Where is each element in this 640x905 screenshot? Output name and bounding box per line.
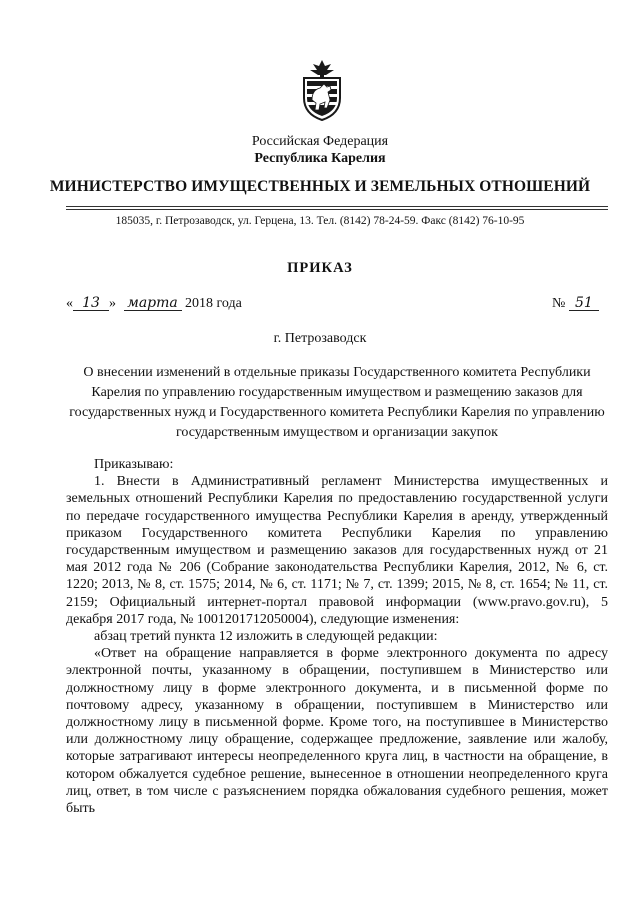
order-body [66, 456, 608, 817]
republic-name: Республика Карелия [254, 151, 386, 166]
header-divider-bottom [66, 209, 608, 210]
order-subject: О внесении изменений в отдельные приказы Государственного комитета Республики Карелия по управлению государственным имуществом и размещению заказов для государственных нужд и Государственного комитета Республики Карелия по управлению государственным имуществом и организации закупок [69, 365, 605, 440]
date-open-quote: « [66, 296, 73, 311]
karelia-coat-of-arms-icon [300, 58, 344, 122]
date-line [66, 296, 242, 312]
date-close-quote: » [109, 296, 116, 311]
ministry-name: МИНИСТЕРСТВО ИМУЩЕСТВЕННЫХ И ЗЕМЕЛЬНЫХ ОТНОШЕНИЙ [49, 178, 591, 195]
document-title: ПРИКАЗ [287, 260, 353, 276]
order-number-prefix: № [552, 296, 566, 311]
city: г. Петрозаводск [273, 331, 367, 346]
header-divider-top [66, 206, 608, 207]
ministry-address: 185035, г. Петрозаводск, ул. Герцена, 13. Тел. (8142) 78-24-59. Факс (8142) 76-10-95 [115, 215, 525, 227]
order-item-1-instruction: абзац третий пункта 12 изложить в следующей редакции: [94, 629, 438, 645]
date-month: марта [124, 296, 182, 311]
date-day: 13 [73, 296, 109, 311]
order-intro: Приказываю: [94, 457, 174, 472]
country-name: Российская Федерация [251, 134, 389, 149]
order-item-1-quote: «Ответ на обращение направляется в форме электронного документа по адресу электронной почты, указанному в обращении, поступившем в Министерство или должностному лицу в форме электронного документа, и в письменной форме по почтовому адресу, указанному в обращении, поступившем в Министерство или должностному лицу в письменной форме. Кроме того, на поступившее в Министерство или должностному лицу обращение, содержащее предложение, заявление или жалобу, которые затрагивают интересы неопределенного круга лиц, в частности на обращение, в котором обжалуется судебное решение, вынесенное в отношении неопределенного круга лиц, ответ, в том числе с разъяснением порядка обжалования судебного решения, может быть [66, 646, 608, 817]
order-number [552, 296, 599, 312]
order-number-value: 51 [569, 296, 599, 311]
date-year: 2018 года [185, 296, 242, 311]
order-item-1: 1. Внести в Административный регламент Министерства имущественных и земельных отношений Республики Карелия по предоставлению государственной услуги по передаче государственного имущества Республики Карелия в аренду, утвержденный приказом Государственного комитета Республики Карелия по управлению государственным имуществом и размещению заказов для государственных нужд от 21 мая 2012 года № 206 (Собрание законодательства Республики Карелия, 2012, № 6, ст. 1220; 2013, № 8, ст. 1575; 2014, № 6, ст. 1171; № 7, ст. 1399; 2015, № 8, ст. 1654; № 11, ст. 2159; Официальный интернет-портал правовой информации (www.pravo.gov.ru), 5 декабря 2017 года, № 1001201712050004), следующие изменения: [66, 474, 608, 627]
